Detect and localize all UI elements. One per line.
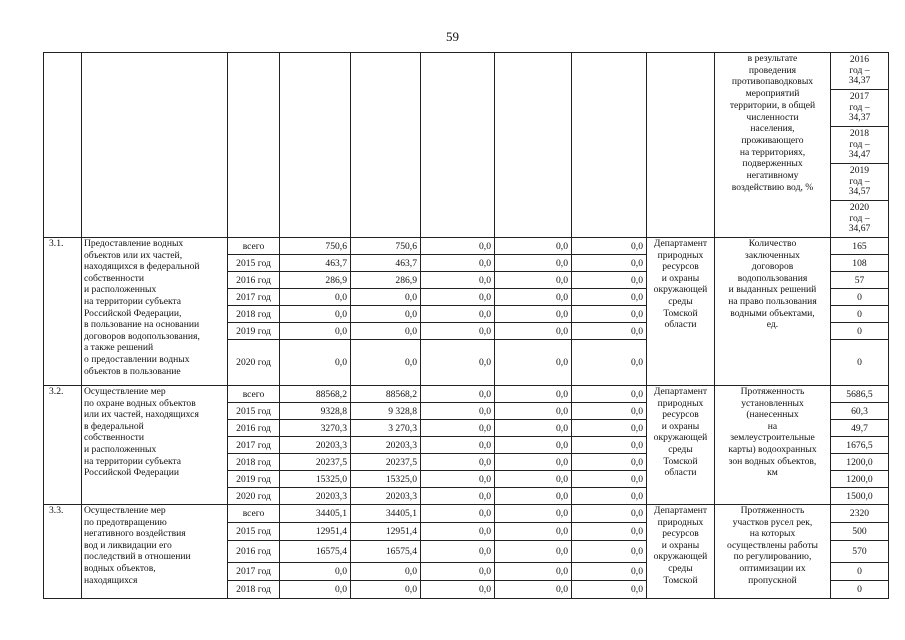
indicator-text: Протяженность участков русел рек, на которых осуществлены работы по регулированию, оптимизации их пропускной — [715, 505, 831, 599]
total-amount-cell: 0,0 — [280, 306, 351, 323]
other-amount-cell: 0,0 — [572, 581, 647, 599]
local-amount-cell: 0,0 — [495, 488, 572, 505]
table-row — [44, 238, 889, 255]
other-amount-cell: 0,0 — [572, 238, 647, 255]
total-amount-cell: 88568,2 — [280, 386, 351, 403]
other-amount-cell: 0,0 — [572, 454, 647, 471]
indicator-value: 5686,5 — [831, 386, 889, 403]
federal-amount-cell: 12951,4 — [351, 523, 421, 541]
local-amount-cell: 0,0 — [495, 255, 572, 272]
regional-amount-cell: 0,0 — [421, 272, 495, 289]
regional-amount-cell: 0,0 — [421, 437, 495, 454]
federal-amount-cell: 15325,0 — [351, 471, 421, 488]
local-amount-cell: 0,0 — [495, 386, 572, 403]
indicator-value: 49,7 — [831, 420, 889, 437]
year-cell: 2016 год — [228, 541, 280, 563]
federal-amount-cell: 0,0 — [351, 563, 421, 581]
total-amount-cell: 463,7 — [280, 255, 351, 272]
department-cell: Департамент природных ресурсов и охраны окружающей среды Томской области — [647, 386, 715, 505]
other-amount-cell: 0,0 — [572, 488, 647, 505]
regional-amount-cell: 0,0 — [421, 581, 495, 599]
local-amount-cell: 0,0 — [495, 272, 572, 289]
total-amount-cell: 0,0 — [280, 323, 351, 340]
other-amount-cell: 0,0 — [572, 289, 647, 306]
federal-amount-cell: 88568,2 — [351, 386, 421, 403]
indicator-value: 2320 — [831, 505, 889, 523]
indicator-value: 2016 год – 34,37 — [831, 53, 889, 90]
indicator-value: 0 — [831, 323, 889, 340]
local-amount-cell: 0,0 — [495, 437, 572, 454]
total-amount-cell: 0,0 — [280, 563, 351, 581]
total-amount-cell: 20203,3 — [280, 437, 351, 454]
indicator-value: 0 — [831, 306, 889, 323]
year-cell: всего — [228, 505, 280, 523]
local-amount-cell: 0,0 — [495, 581, 572, 599]
year-cell: 2015 год — [228, 523, 280, 541]
federal-amount-cell: 0,0 — [351, 340, 421, 386]
total-amount-cell: 20237,5 — [280, 454, 351, 471]
indicator-value: 1200,0 — [831, 454, 889, 471]
federal-amount-cell: 20203,3 — [351, 437, 421, 454]
local-amount-cell: 0,0 — [495, 523, 572, 541]
indicator-text: в результате проведения противопаводковых мероприятий территории, в общей численности населения, проживающего на территориях, подверженных негативному воздействию вод, % — [715, 53, 831, 238]
regional-amount-cell: 0,0 — [421, 523, 495, 541]
local-amount-cell: 0,0 — [495, 238, 572, 255]
federal-amount-cell: 286,9 — [351, 272, 421, 289]
indicator-value: 1500,0 — [831, 488, 889, 505]
total-amount-cell: 0,0 — [280, 581, 351, 599]
regional-amount-cell: 0,0 — [421, 238, 495, 255]
regional-amount-cell: 0,0 — [421, 386, 495, 403]
indicator-text: Протяженность установленных (нанесенных на землеустроительные карты) водоохранных зон водных объектов, км — [715, 386, 831, 505]
other-amount-cell: 0,0 — [572, 437, 647, 454]
regional-amount-cell: 0,0 — [421, 471, 495, 488]
item-name: Осуществление мер по охране водных объектов или их частей, находящихся в федеральной собственности и расположенных на территории субъекта Российской Федерации — [82, 386, 228, 505]
federal-amount-cell: 3 270,3 — [351, 420, 421, 437]
indicator-text: Количество заключенных договоров водопользования и выданных решений на право пользования водными объектами, ед. — [715, 238, 831, 386]
other-amount-cell: 0,0 — [572, 471, 647, 488]
federal-amount-cell: 0,0 — [351, 306, 421, 323]
federal-amount-cell: 750,6 — [351, 238, 421, 255]
regional-amount-cell: 0,0 — [421, 323, 495, 340]
item-name: Предоставление водных объектов или их частей, находящихся в федеральной собственности и расположенных на территории субъекта Российской Федерации, в пользование на основании договоров водопользования, а также решений о предоставлении водных объектов в пользование — [82, 238, 228, 386]
local-amount-cell: 0,0 — [495, 403, 572, 420]
indicator-value: 0 — [831, 563, 889, 581]
indicator-value: 500 — [831, 523, 889, 541]
total-amount-cell: 20203,3 — [280, 488, 351, 505]
year-cell: 2018 год — [228, 306, 280, 323]
other-amount-cell: 0,0 — [572, 541, 647, 563]
year-cell: 2016 год — [228, 420, 280, 437]
indicator-value: 0 — [831, 581, 889, 599]
local-amount-cell: 0,0 — [495, 323, 572, 340]
regional-amount-cell: 0,0 — [421, 454, 495, 471]
federal-amount-cell: 34405,1 — [351, 505, 421, 523]
indicator-value: 0 — [831, 340, 889, 386]
regional-amount-cell: 0,0 — [421, 563, 495, 581]
other-amount-cell: 0,0 — [572, 563, 647, 581]
total-amount-cell: 3270,3 — [280, 420, 351, 437]
year-cell: 2019 год — [228, 471, 280, 488]
total-amount-cell: 750,6 — [280, 238, 351, 255]
federal-amount-cell: 16575,4 — [351, 541, 421, 563]
department-cell: Департамент природных ресурсов и охраны окружающей среды Томской области — [647, 238, 715, 386]
regional-amount-cell: 0,0 — [421, 505, 495, 523]
federal-amount-cell: 0,0 — [351, 289, 421, 306]
item-number: 3.2. — [44, 386, 82, 505]
table-row — [44, 386, 889, 403]
year-cell: всего — [228, 238, 280, 255]
local-amount-cell: 0,0 — [495, 471, 572, 488]
local-amount-cell: 0,0 — [495, 340, 572, 386]
indicator-value: 2020 год – 34,67 — [831, 201, 889, 238]
indicator-value: 60,3 — [831, 403, 889, 420]
year-cell: 2018 год — [228, 581, 280, 599]
other-amount-cell: 0,0 — [572, 323, 647, 340]
other-amount-cell: 0,0 — [572, 386, 647, 403]
total-amount-cell: 34405,1 — [280, 505, 351, 523]
table-row — [44, 505, 889, 523]
indicator-value: 2017 год – 34,37 — [831, 90, 889, 127]
regional-amount-cell: 0,0 — [421, 255, 495, 272]
federal-amount-cell: 0,0 — [351, 581, 421, 599]
indicator-value: 2019 год – 34,57 — [831, 164, 889, 201]
other-amount-cell: 0,0 — [572, 306, 647, 323]
year-cell: 2020 год — [228, 488, 280, 505]
department-cell: Департамент природных ресурсов и охраны окружающей среды Томской — [647, 505, 715, 599]
local-amount-cell: 0,0 — [495, 541, 572, 563]
regional-amount-cell: 0,0 — [421, 340, 495, 386]
regional-amount-cell: 0,0 — [421, 306, 495, 323]
year-cell: 2017 год — [228, 437, 280, 454]
regional-amount-cell: 0,0 — [421, 488, 495, 505]
total-amount-cell: 12951,4 — [280, 523, 351, 541]
item-number: 3.1. — [44, 238, 82, 386]
total-amount-cell: 15325,0 — [280, 471, 351, 488]
other-amount-cell: 0,0 — [572, 420, 647, 437]
other-amount-cell: 0,0 — [572, 403, 647, 420]
local-amount-cell: 0,0 — [495, 420, 572, 437]
federal-amount-cell: 0,0 — [351, 323, 421, 340]
budget-table — [43, 52, 889, 599]
year-cell: 2016 год — [228, 272, 280, 289]
total-amount-cell: 0,0 — [280, 289, 351, 306]
other-amount-cell: 0,0 — [572, 523, 647, 541]
year-cell: всего — [228, 386, 280, 403]
year-cell: 2018 год — [228, 454, 280, 471]
other-amount-cell: 0,0 — [572, 272, 647, 289]
regional-amount-cell: 0,0 — [421, 403, 495, 420]
year-cell: 2015 год — [228, 255, 280, 272]
item-name: Осуществление мер по предотвращению негативного воздействия вод и ликвидации его последствий в отношении водных объектов, находящихся — [82, 505, 228, 599]
indicator-value: 108 — [831, 255, 889, 272]
indicator-value: 165 — [831, 238, 889, 255]
other-amount-cell: 0,0 — [572, 340, 647, 386]
item-number: 3.3. — [44, 505, 82, 599]
local-amount-cell: 0,0 — [495, 505, 572, 523]
federal-amount-cell: 9 328,8 — [351, 403, 421, 420]
continuation-row — [44, 53, 889, 90]
federal-amount-cell: 20203,3 — [351, 488, 421, 505]
page-number: 59 — [446, 29, 459, 44]
other-amount-cell: 0,0 — [572, 255, 647, 272]
year-cell: 2019 год — [228, 323, 280, 340]
regional-amount-cell: 0,0 — [421, 289, 495, 306]
indicator-value: 1200,0 — [831, 471, 889, 488]
year-cell: 2015 год — [228, 403, 280, 420]
year-cell: 2020 год — [228, 340, 280, 386]
total-amount-cell: 9328,8 — [280, 403, 351, 420]
regional-amount-cell: 0,0 — [421, 420, 495, 437]
indicator-value: 57 — [831, 272, 889, 289]
total-amount-cell: 0,0 — [280, 340, 351, 386]
total-amount-cell: 286,9 — [280, 272, 351, 289]
indicator-value: 570 — [831, 541, 889, 563]
local-amount-cell: 0,0 — [495, 454, 572, 471]
local-amount-cell: 0,0 — [495, 306, 572, 323]
local-amount-cell: 0,0 — [495, 289, 572, 306]
regional-amount-cell: 0,0 — [421, 541, 495, 563]
total-amount-cell: 16575,4 — [280, 541, 351, 563]
year-cell: 2017 год — [228, 289, 280, 306]
year-cell: 2017 год — [228, 563, 280, 581]
other-amount-cell: 0,0 — [572, 505, 647, 523]
indicator-value: 0 — [831, 289, 889, 306]
local-amount-cell: 0,0 — [495, 563, 572, 581]
federal-amount-cell: 463,7 — [351, 255, 421, 272]
federal-amount-cell: 20237,5 — [351, 454, 421, 471]
indicator-value: 2018 год – 34,47 — [831, 127, 889, 164]
indicator-value: 1676,5 — [831, 437, 889, 454]
